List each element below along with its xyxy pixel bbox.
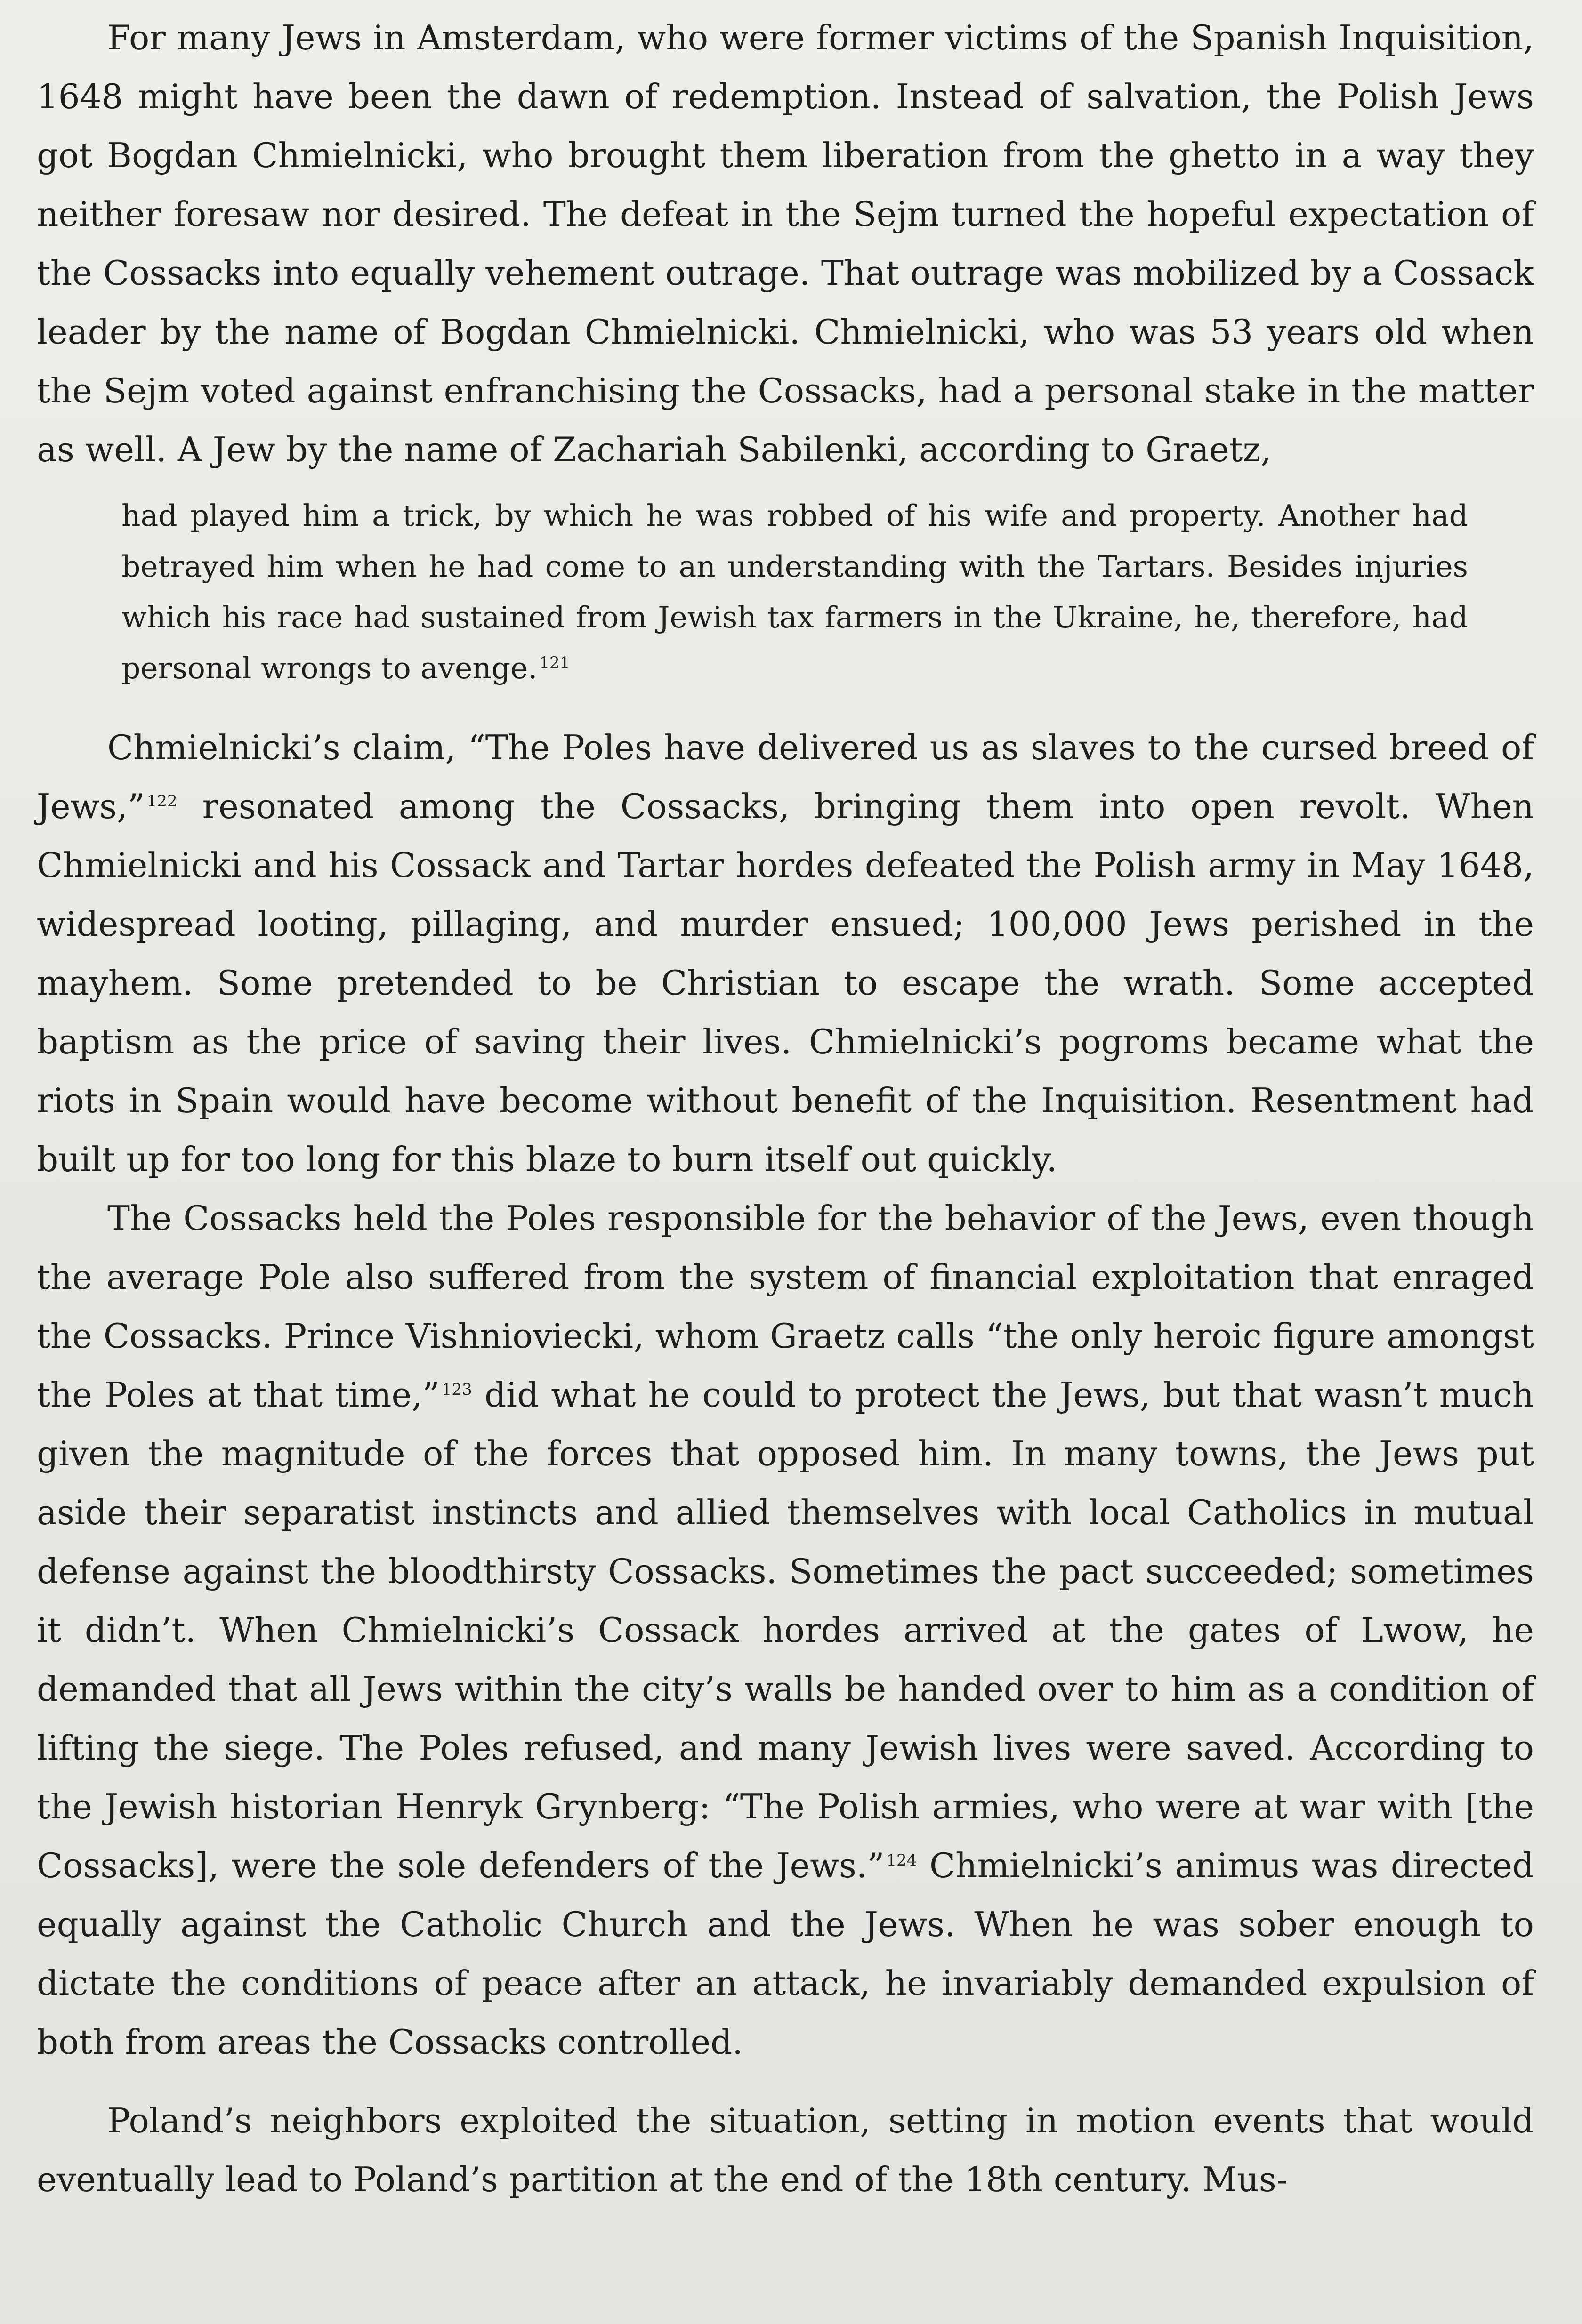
paragraph-text: Poland’s neighbors exploited the situation, setting in motion events that would eventually lead to Poland’s partition at the end of the 18th century. Mus- <box>37 2101 1534 2199</box>
paragraph-cossacks-poles <box>37 1189 1534 2072</box>
paragraph-polands-neighbors <box>37 2091 1534 2209</box>
footnote-marker-123: 123 <box>441 1380 472 1399</box>
paragraph-text: For many Jews in Amsterdam, who were former victims of the Spanish Inquisition, 1648 might have been the dawn of redemption. Instead of salvation, the Polish Jews got Bogdan Chmielnicki, who brought them liberation from the ghetto in a way they neither foresaw nor desired. The defeat in the Sejm turned the hopeful expectation of the Cossacks into equally vehement outrage. That outrage was mobilized by a Cossack leader by the name of Bogdan Chmielnicki. Chmielnicki, who was 53 years old when the Sejm voted against enfranchising the Cossacks, had a personal stake in the matter as well. A Jew by the name of Zachariah Sabilenki, according to Graetz, <box>37 18 1534 469</box>
paragraph-chmielnicki-claim <box>37 718 1534 1189</box>
paragraph-text: resonated among the Cossacks, bringing them into open revolt. When Chmielnicki and his Cossack and Tartar hordes defeated the Polish army in May 1648, widespread looting, pillaging, and murder ensued; 100,000 Jews perished in the mayhem. Some pretended to be Christian to escape the wrath. Some accepted baptism as the price of saving their lives. Chmielnicki’s pogroms became what the riots in Spain would have become without benefit of the Inquisition. Resentment had built up for too long for this blaze to burn itself out quickly. <box>37 787 1534 1179</box>
footnote-marker-121: 121 <box>539 653 570 672</box>
footnote-marker-124: 124 <box>886 1851 917 1870</box>
paragraph-text: The Cossacks held the Poles responsible for the behavior of the Jews, even though the average Pole also suffered from the system of financial exploitation that enraged the Cossacks. Prince Vishnioviecki, whom Graetz calls “the only heroic figure amongst the Poles at that time,” <box>37 1198 1534 1415</box>
book-page <box>37 0 1534 2324</box>
paragraph-text: Chmielnicki’s animus was directed equally against the Catholic Church and the Jews. When he was sober enough to dictate the conditions of peace after an attack, he invariably demanded expulsion of both from areas the Cossacks controlled. <box>37 1846 1534 2062</box>
paragraph-text: Chmielnicki’s claim, “The Poles have delivered us as slaves to the cursed breed of Jews,” <box>37 728 1534 826</box>
footnote-marker-122: 122 <box>146 792 178 811</box>
quote-text: had played him a trick, by which he was robbed of his wife and property. Another had betrayed him when he had come to an understanding with the Tartars. Besides injuries which his race had sustained from Jewish tax farmers in the Ukraine, he, therefore, had personal wrongs to avenge. <box>121 499 1468 685</box>
paragraph-amsterdam-jews <box>37 8 1534 479</box>
paragraph-text: did what he could to protect the Jews, but that wasn’t much given the magnitude of the forces that opposed him. In many towns, the Jews put aside their separatist instincts and allied themselves with local Catholics in mutual defense against the bloodthirsty Cossacks. Sometimes the pact succeeded; sometimes it didn’t. When Chmielnicki’s Cossack hordes arrived at the gates of Lwow, he demanded that all Jews within the city’s walls be handed over to him as a condition of lifting the siege. The Poles refused, and many Jewish lives were saved. According to the Jewish historian Henryk Grynberg: “The Polish armies, who were at war with [the Cossacks], were the sole defenders of the Jews.” <box>37 1375 1534 1885</box>
block-quote-graetz <box>37 491 1534 694</box>
